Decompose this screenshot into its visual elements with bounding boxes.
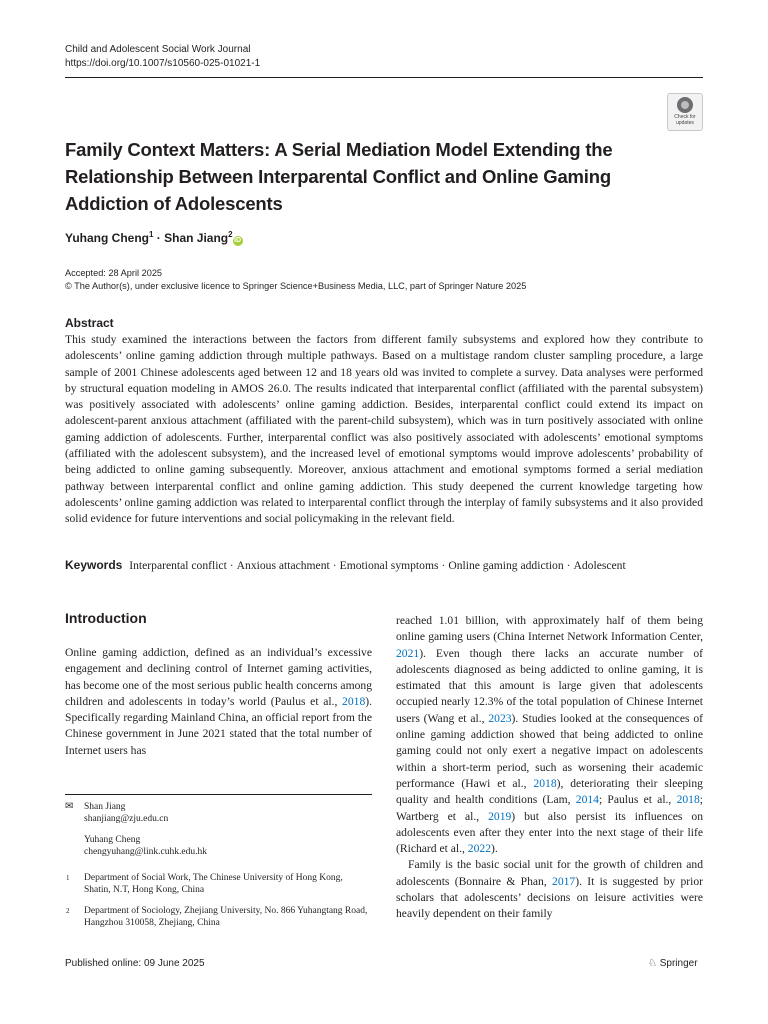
body-text: reached 1.01 billion, with approximately half of them being online gaming users (China Internet Network Information Center, — [396, 614, 703, 644]
keyword-separator: · — [441, 559, 446, 572]
keyword: Emotional symptoms — [339, 559, 439, 572]
paper-title: Family Context Matters: A Serial Mediation Model Extending the Relationship Between Interparental Conflict and Online Gaming Addiction of Adolescents — [65, 139, 613, 214]
affiliation: Department of Social Work, The Chinese University of Hong Kong, Shatin, N.T, Hong Kong, China — [84, 873, 343, 896]
header-rule — [65, 77, 703, 78]
keywords-heading: Keywords — [65, 558, 123, 572]
published-date: Published online: 09 June 2025 — [65, 958, 205, 969]
body-text: ). Studies looked at the consequences of online gaming addiction showed that being addicted to online gaming could not only exert a negative impact on adolescents within a short-term period, such as worsening their academic performance (Hawi et al., — [396, 711, 703, 790]
keyword: Anxious attachment — [236, 559, 330, 572]
keyword-separator: · — [229, 559, 234, 572]
introduction-column-2 — [396, 613, 703, 923]
contact-name: Shan Jiang — [84, 802, 126, 812]
journal-name: Child and Adolescent Social Work Journal — [65, 44, 251, 55]
citation-link[interactable]: 2018 — [676, 793, 700, 807]
body-text: ; Wartberg et al., — [396, 793, 703, 823]
crossmark-label-1: Check for — [674, 114, 696, 120]
abstract-text: This study examined the interactions between the factors from different family subsystems and explored how they contribute to adolescents’ online gaming addiction through multiple pathways. Based on a multistage random cluster sampling procedure, a large sample of 2001 Chinese adolescents aged between 12 and 18 years old was invited to complete a survey. Data analyses were performed by structural equation modeling in AMOS 26.0. The results indicated that interparental conflict (affiliated with the parental subsystem) was positively associated with adolescents’ online gaming addiction. Besides, interparental conflict could extend its impact on adolescent-parent anxious attachment (affiliated with the parent-child subsystem), which was in turn positively associated with online gaming addiction of adolescents. Further, interparental conflict was also positively associated with adolescents’ emotional symptoms (affiliated with the adolescent subsystem), and the increased level of emotional symptoms would improve adolescents’ probability of being addicted to online gaming subsequently. Moreover, anxious attachment and emotional symptoms formed a serial mediation pathway between interparental conflict and online gaming addiction. This study deepened the current knowledge targeting how adolescents’ online gaming addiction was related to interparental conflict through the interplay of family subsystems and it also provided solid evidence for future interventions and social policymaking in the relevant field. — [65, 333, 703, 526]
citation-link[interactable]: 2023 — [488, 711, 512, 725]
contact-email[interactable]: shanjiang@zju.edu.cn — [84, 814, 169, 825]
article-meta — [65, 267, 526, 292]
accepted-date: Accepted: 28 April 2025 — [65, 268, 163, 278]
citation-link[interactable]: 2022 — [467, 842, 491, 856]
body-text: Family is the basic social unit for the growth of children and adolescents (Bonnaire & Phan, — [396, 858, 703, 888]
crossmark-icon — [677, 97, 693, 113]
body-text: ). Even though there lacks an accurate number of adolescents diagnosed as being addicted to online gaming, it is estimated that this amount is large given that adolescents occupied nearly 12.3% of the total population of Chinese Internet users (Wang et al., — [396, 646, 703, 725]
affiliation-number: 1 — [66, 874, 70, 882]
citation-link[interactable]: 2021 — [396, 646, 420, 660]
citation-link[interactable]: 2014 — [575, 793, 599, 807]
author-name[interactable]: Shan Jiang — [164, 231, 229, 245]
envelope-icon: ✉ — [65, 801, 74, 812]
author-affiliation-mark: 1 — [149, 230, 154, 239]
crossmark-badge[interactable] — [667, 93, 703, 131]
author-contact — [84, 834, 207, 859]
body-text: ), deteriorating their sleeping quality and health conditions (Lam, — [396, 776, 703, 807]
keyword-separator: · — [332, 559, 337, 572]
author-separator: · — [153, 231, 165, 245]
body-text: ). Specifically regarding Mainland China, an official report from the Chinese government in June 2021 stated that the total number of Internet users has — [65, 694, 372, 757]
author-name[interactable]: Yuhang Cheng — [65, 231, 149, 245]
keyword-separator: · — [566, 559, 571, 572]
citation-link[interactable]: 2017 — [552, 874, 576, 888]
body-text: ; Paulus et al., — [598, 793, 677, 807]
author-affiliation-mark: 2 — [228, 230, 233, 239]
corresponding-contact — [84, 801, 168, 826]
contact-email[interactable]: chengyuhang@link.cuhk.edu.hk — [84, 847, 207, 858]
publisher-logo — [648, 958, 698, 969]
journal-header — [65, 43, 260, 71]
introduction-paragraph — [396, 613, 703, 857]
introduction-column-1 — [65, 645, 372, 759]
keywords — [65, 557, 705, 574]
keyword: Interparental conflict — [129, 559, 227, 572]
springer-horse-icon: ♘ — [648, 958, 657, 969]
citation-link[interactable]: 2018 — [342, 694, 366, 708]
body-text: ). It is suggested by prior scholars that adolescents’ decisions on leisure activities were heavily dependent on their family — [396, 874, 704, 921]
crossmark-label-2: updates — [676, 120, 694, 126]
keyword-list — [129, 559, 625, 572]
keyword: Adolescent — [573, 559, 626, 572]
orcid-icon[interactable]: iD — [234, 237, 242, 244]
publisher-name: Springer — [659, 958, 698, 969]
keyword: Online gaming addiction — [448, 559, 564, 572]
affiliation: Department of Sociology, Zhejiang University, No. 866 Yuhangtang Road, Hangzhou 310058, Zhejiang, China — [84, 906, 368, 929]
body-text: ). — [490, 842, 498, 856]
body-text: Online gaming addiction, defined as an individual’s excessive engagement and declining control of Internet gaming activities, has become one of the most serious public health concerns among children and adolescents in today’s world (Paulus et al., — [65, 646, 372, 708]
citation-link[interactable]: 2018 — [533, 776, 557, 790]
copyright-notice: © The Author(s), under exclusive licence to Springer Science+Business Media, LLC, part of Springer Nature 2025 — [65, 280, 527, 291]
citation-link[interactable]: 2019 — [488, 809, 512, 823]
introduction-paragraph — [396, 857, 703, 922]
introduction-heading: Introduction — [65, 610, 147, 626]
abstract-heading: Abstract — [65, 316, 114, 330]
footnote-rule — [65, 794, 372, 795]
contact-name: Yuhang Cheng — [84, 835, 141, 845]
doi-link[interactable]: https://doi.org/10.1007/s10560-025-01021-1 — [65, 58, 261, 69]
author-list — [65, 227, 243, 246]
affiliation-number: 2 — [66, 907, 70, 915]
body-text: ) but also persist its influences on adolescents even after they enter into the next stage of their life (Richard et al., — [396, 809, 703, 856]
